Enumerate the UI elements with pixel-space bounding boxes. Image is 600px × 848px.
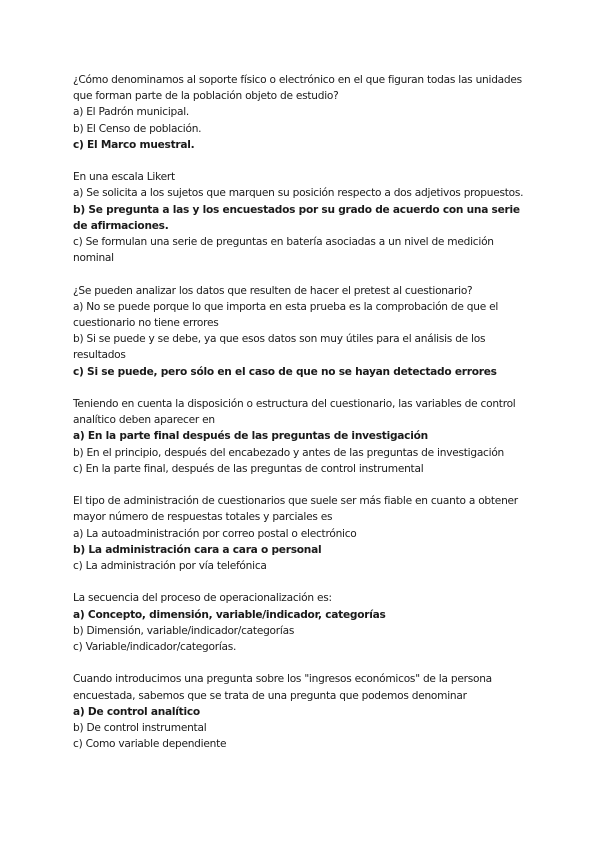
option-c-correct: c) Si se puede, pero sólo en el caso de que no se hayan detectado errores <box>73 365 497 378</box>
option-b: b) Dimensión, variable/indicador/categorías <box>73 624 295 637</box>
option-c: c) En la parte final, después de las preguntas de control instrumental <box>73 462 424 475</box>
option-b: b) Si se puede y se debe, ya que esos datos son muy útiles para el análisis de los resultados <box>73 333 486 362</box>
question-text: En una escala Likert <box>73 171 175 184</box>
option-c: c) Variable/indicador/categorías. <box>73 641 237 654</box>
option-b: b) De control instrumental <box>73 722 207 735</box>
question-text: Cuando introducimos una pregunta sobre los "ingresos económicos" de la persona encuestada, sabemos que se trata de una pregunta que podemos denominar <box>73 673 492 702</box>
option-b: b) El Censo de población. <box>73 122 202 135</box>
question-text: El tipo de administración de cuestionarios que suele ser más fiable en cuanto a obtener mayor número de respuestas totales y parciales es <box>73 495 518 524</box>
option-a: a) No se puede porque lo que importa en esta prueba es la comprobación de que el cuestionario no tiene errores <box>73 300 499 330</box>
question-text: ¿Cómo denominamos al soporte físico o electrónico en el que figuran todas las unidades que forman parte de la población objeto de estudio? <box>73 74 522 103</box>
question-text: Teniendo en cuenta la disposición o estructura del cuestionario, las variables de control analítico deben aparecer en <box>73 398 516 427</box>
option-b: b) En el principio, después del encabezado y antes de las preguntas de investigación <box>73 446 505 459</box>
option-b-correct: b) La administración cara a cara o personal <box>73 543 322 556</box>
option-a: a) El Padrón municipal. <box>73 106 190 119</box>
question-block-2 <box>73 169 533 266</box>
option-a: a) Se solicita a los sujetos que marquen su posición respecto a dos adjetivos propuestos. <box>73 187 524 200</box>
option-b-correct: b) Se pregunta a las y los encuestados por su grado de acuerdo con una serie de afirmaciones. <box>73 203 520 232</box>
option-a: a) La autoadministración por correo postal o electrónico <box>73 527 357 540</box>
question-block-7 <box>73 671 533 752</box>
option-a-correct: a) Concepto, dimensión, variable/indicador, categorías <box>73 608 386 621</box>
question-block-1 <box>73 72 533 153</box>
option-c: c) Como variable dependiente <box>73 738 227 751</box>
question-text: ¿Se pueden analizar los datos que resulten de hacer el pretest al cuestionario? <box>73 284 473 297</box>
question-block-4 <box>73 396 533 477</box>
question-block-6 <box>73 590 533 655</box>
document-page <box>73 72 533 769</box>
question-block-3 <box>73 283 533 380</box>
question-block-5 <box>73 493 533 574</box>
option-c: c) Se formulan una serie de preguntas en batería asociadas a un nivel de medición nominal <box>73 236 494 265</box>
option-a-correct: a) En la parte final después de las preguntas de investigación <box>73 430 428 443</box>
question-text: La secuencia del proceso de operacionalización es: <box>73 592 332 605</box>
option-c: c) La administración por vía telefónica <box>73 560 267 573</box>
option-c-correct: c) El Marco muestral. <box>73 138 195 151</box>
option-a-correct: a) De control analítico <box>73 705 200 718</box>
